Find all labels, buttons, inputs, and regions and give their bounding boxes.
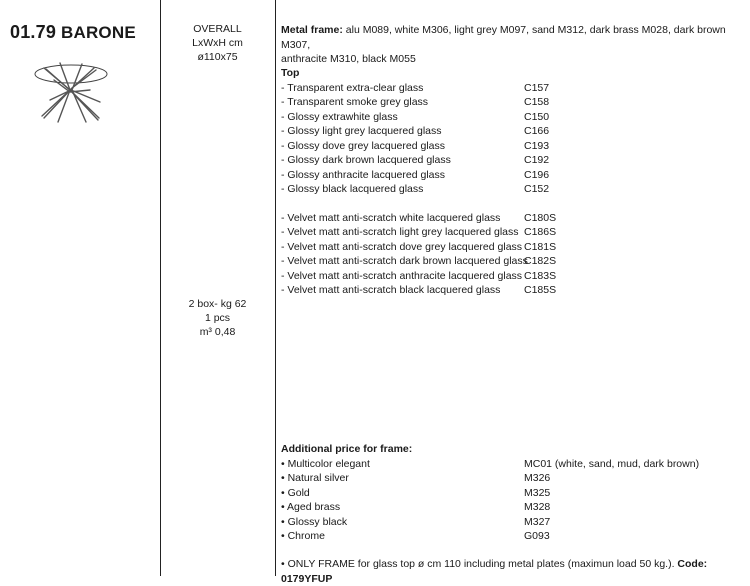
top-glass-item-name: - Glossy light grey lacquered glass: [281, 125, 442, 137]
velvet-glass-item-name: - Velvet matt anti-scratch black lacquered glass: [281, 284, 501, 296]
additional-frame-item-name: • Natural silver: [281, 472, 349, 484]
additional-frame-item: [281, 529, 746, 544]
dimensions-label-2: LxWxH cm: [192, 37, 243, 49]
top-glass-item: [281, 124, 746, 139]
additional-frame-item-code: M325: [524, 486, 551, 499]
velvet-glass-item: [281, 211, 746, 226]
top-glass-item-name: - Glossy anthracite lacquered glass: [281, 168, 445, 181]
additional-frame-item-code: M326: [524, 472, 551, 484]
top-glass-item: [281, 168, 746, 183]
velvet-glass-item-name: - Velvet matt anti-scratch white lacquered glass: [281, 211, 501, 224]
top-glass-item: [281, 139, 746, 154]
velvet-glass-item-name: - Velvet matt anti-scratch dove grey lacquered glass: [281, 240, 523, 253]
top-glass-item: [281, 182, 746, 197]
velvet-glass-item: [281, 240, 746, 255]
footer-note: [281, 557, 746, 586]
additional-frame-item: [281, 457, 746, 472]
top-glass-item: [281, 153, 746, 168]
velvet-glass-item: [281, 269, 746, 284]
additional-frame-list: [281, 457, 746, 544]
packaging-pieces: 1 pcs: [204, 312, 231, 324]
top-glass-item-code: C192: [524, 154, 550, 166]
top-glass-item-name: - Transparent extra-clear glass: [281, 81, 424, 94]
additional-frame-item-name: • Gold: [281, 486, 310, 499]
additional-section: [281, 442, 746, 544]
velvet-glass-item: [281, 225, 746, 240]
top-glass-item-name: - Glossy extrawhite glass: [281, 110, 398, 123]
dimensions-label-1: OVERALL: [193, 23, 242, 35]
top-glass-item-name: - Glossy dark brown lacquered glass: [281, 154, 451, 166]
frame-text-2: anthracite M310, black M055: [281, 53, 416, 65]
additional-frame-item-name: • Multicolor elegant: [281, 457, 370, 470]
velvet-glass-item-name: - Velvet matt anti-scratch dark brown lacquered glass: [281, 255, 528, 267]
top-glass-list: [281, 81, 746, 197]
product-code: 01.79: [10, 22, 57, 42]
additional-title: Additional price for frame:: [281, 443, 413, 455]
dimensions-size: ø110x75: [197, 51, 238, 63]
top-glass-item: [281, 95, 746, 110]
additional-frame-item-name: • Glossy black: [281, 515, 348, 528]
packaging-block: [160, 297, 275, 339]
additional-frame-item-code: M327: [524, 515, 551, 528]
top-section: [281, 66, 746, 298]
top-glass-item-code: C157: [524, 81, 550, 94]
velvet-glass-item-code: C180S: [524, 211, 557, 224]
velvet-glass-item-name: - Velvet matt anti-scratch light grey lacquered glass: [281, 226, 519, 238]
velvet-glass-item-code: C183S: [524, 269, 557, 282]
top-title: Top: [281, 67, 300, 79]
top-glass-item-name: - Glossy dove grey lacquered glass: [281, 139, 445, 152]
product-title: [10, 22, 160, 43]
top-glass-item-name: - Transparent smoke grey glass: [281, 96, 429, 108]
dimensions-block: [160, 22, 275, 64]
velvet-glass-item-code: C181S: [524, 240, 557, 253]
top-glass-item: [281, 81, 746, 96]
additional-frame-item: [281, 500, 746, 515]
top-glass-item-code: C196: [524, 168, 550, 181]
packaging-boxes: 2 box- kg 62: [188, 298, 247, 310]
column-divider-2: [275, 0, 276, 576]
additional-frame-item-code: G093: [524, 530, 550, 542]
top-glass-item-code: C193: [524, 139, 550, 152]
packaging-volume: m³ 0,48: [199, 326, 236, 338]
additional-frame-item: [281, 471, 746, 486]
top-glass-item-code: C166: [524, 125, 550, 137]
frame-section: [281, 23, 746, 67]
column-divider-1: [160, 0, 161, 576]
top-glass-item: [281, 110, 746, 125]
top-glass-item-code: C150: [524, 110, 550, 123]
velvet-glass-item-code: C185S: [524, 284, 557, 296]
additional-frame-item-name: • Chrome: [281, 530, 325, 542]
velvet-glass-item: [281, 283, 746, 298]
velvet-glass-item-name: - Velvet matt anti-scratch anthracite lacquered glass: [281, 269, 523, 282]
top-glass-item-code: C152: [524, 183, 550, 195]
velvet-glass-item-code: C186S: [524, 226, 557, 238]
footer-text: • ONLY FRAME for glass top ø cm 110 including metal plates (maximun load 50 kg.).: [281, 558, 678, 570]
top-glass-item-name: - Glossy black lacquered glass: [281, 183, 424, 195]
footer-code: Code: 0179YFUP: [281, 558, 708, 585]
velvet-glass-item: [281, 254, 746, 269]
additional-frame-item: [281, 486, 746, 501]
additional-frame-item-code: M328: [524, 501, 551, 513]
velvet-glass-list: [281, 211, 746, 298]
additional-frame-item-name: • Aged brass: [281, 501, 341, 513]
frame-title: Metal frame:: [281, 24, 343, 36]
table-sketch-image: [30, 60, 112, 124]
product-name: BARONE: [60, 23, 136, 42]
additional-frame-item-code: MC01 (white, sand, mud, dark brown): [524, 457, 700, 470]
frame-text-1: alu M089, white M306, light grey M097, sand M312, dark brass M028, dark brown M307,: [281, 24, 726, 51]
additional-frame-item: [281, 515, 746, 530]
velvet-glass-item-code: C182S: [524, 255, 557, 267]
top-glass-item-code: C158: [524, 96, 550, 108]
